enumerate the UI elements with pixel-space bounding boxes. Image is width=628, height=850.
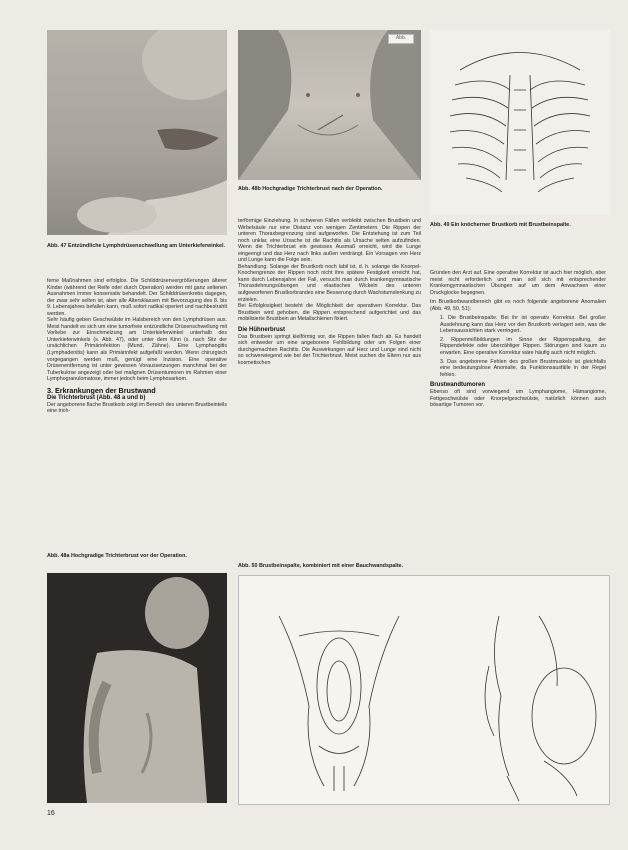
photo-fig48a-child [47, 573, 227, 803]
middle-text-column [238, 218, 421, 366]
photo-fig47-face [47, 30, 227, 235]
middle-paragraph-1: terförmige Einziehung. In schweren Fällen verbleibt zwischen Brustbein und Wirbelsäule nur eine Distanz von wenigen Zentimetern. Die Rippen der unteren Thoraxbegrenzung sind aufgeworfen. Die Entstehung ist zum Teil noch unklar, eine Ursache ist die Rachitis als Ursache selten aufzufinden. Wenn die Trichterbrust ein gewisses Ausmaß erreicht, wird die Lunge eingeengt und das Herz nach links außen verdrängt. Ein Vorsagen von Herz und Lunge kann die Folge sein. [238, 218, 421, 264]
right-paragraph-2: Im Brustkorbwandbereich gibt es noch folgende angeborene Anomalien (Abb. 49, 50, 51): [430, 299, 606, 312]
chest-illustration [238, 30, 421, 180]
right-text-column [430, 270, 606, 409]
caption-fig49: Abb. 49 Ein knöcherner Brustkorb mit Brustbeinspalte. [430, 222, 571, 228]
page-number: 16 [47, 810, 55, 817]
middle-paragraph-3: Bei Erfolglosigkeit besteht die Möglichkeit der operativen Korrektur. Das Brustbein wird gehoben, die Rippen entsprechend aufgerichtet und das mobilisierte Brustbein an Metallschienen fixiert. [238, 303, 421, 323]
caption-fig48b: Abb. 48b Hochgradige Trichterbrust nach der Operation. [238, 186, 383, 192]
left-text-column [47, 278, 227, 415]
list-item: 3. Das angeborene Fehlen des großen Brustmuskels ist gleichfalls eine bedeutungslose Anomalie, da Funktionsausfälle in der Regel fehlen. [440, 358, 606, 378]
ribcage-illustration [430, 30, 610, 215]
subheading-huehnerbrust: Die Hühnerbrust [238, 326, 286, 333]
caption-fig48a: Abb. 48a Hochgradige Trichterbrust vor der Operation. [47, 553, 187, 559]
face-illustration [47, 30, 227, 235]
bauchwandspalte-illustration [239, 576, 609, 804]
right-paragraph-1: Gründen den Arzt auf. Eine operative Korrektur ist auch hier möglich, aber meist nicht erforderlich und man soll sich mit entsprechender Krankengymnastischen Übungen auf um dem Anwachsen einer Druckglocke begegnen. [430, 270, 606, 296]
drawing-fig49-ribcage [430, 30, 610, 215]
anomaly-list [430, 315, 606, 378]
left-paragraph-1: ferne Maßnahmen sind erfolglos. Die Schilddrüsenvergrößerungen älterer Kinder (während der Reife oder durch Operation) werden mit ganz seltenen Ausnahmen immer konservativ behandelt. Der Schilddrüsenkrebs dagegen, der zwar sehr selten ist, aber alle Altersklassen mit Bevorzugung des 8. bis 9. Lebensjahres befallen kann, muß sofort radikal operiert und nachbestrahlt werden. [47, 278, 227, 317]
middle-paragraph-4: Das Brustbein springt kielförmig vor, die Rippen fallen flach ab. Es handelt sich entweder um eine angeborene Fehlbildung oder um Folgen einer durchgemachten Rachitis. Die Auswirkungen auf Herz und Lunge sind nicht so schwerwiegend wie bei der Trichterbrust. Meist suchen die Eltern nur aus kosmetischen [238, 333, 421, 366]
list-item: 2. Rippenmißbildungen im Sinne der Rippenspaltung, der Rippendefekte oder überzähliger Rippen. Störungen sind kaum zu erwarten. Eine operative Korrektur wäre häufig auch nicht möglich. [440, 336, 606, 357]
left-paragraph-2: Sehr häufig geben Geschwülste im Halsbereich von den Lymphdrüsen aus. Meist handelt es sich um eine tumorfreie entzündliche Drüsenschwellung mit Vorliebe zur Einschmelzung am Unterkieferwinkel unterhalb des Unterkieferwinkels (s. Abb. 47), oder unter dem Kinn (s. nach Sitz der ursächlichen Primärinfektion (Mund, Zähne). Eine Lymphangitis (Lymphadenitis) kann als Primärinfekt aufgefaßt werden. Wenn chirurgisch vorgegangen werden muß, genügt eine Inzision. Eine operative Drüsenentfernung ist unter gewissen Voraussetzungen manchmal bei der Tuberkulose angezeigt oder bei malignen Drüsentumoren im Rahmen einer Lymphogranulomatose, immer jedoch beim Lymphosarkom. [47, 317, 227, 383]
caption-fig50: Abb. 50 Brustbeinspalte, kombiniert mit einer Bauchwandspalte. [238, 563, 404, 569]
subheading-brustwandtumoren: Brustwandtumoren [430, 382, 486, 389]
list-item: 1. Die Brustbeinspalte. Bei ihr ist operativ Korrektur. Bei großer Ausdehnung kann das Herz vor den Brustkorb verlagert sein, was die Lebensaussichten stark verringert. [440, 315, 606, 335]
left-paragraph-3: Der angeborene flache Brustkorb zeigt im Bereich des unteren Brustbeinteils eine trich- [47, 401, 227, 415]
subheading-trichterbrust: Die Trichterbrust (Abb. 48 a und b) [47, 394, 146, 401]
right-paragraph-3: Ebenso oft sind vorwiegend um Lymphangiome, Hämangiome, Fettgeschwülste oder Knorpelgeschwülste, natürlich können auch bösartige Tumoren vor. [430, 389, 606, 409]
drawing-fig50-spalte [238, 575, 610, 805]
photo-fig48b-chest [238, 30, 421, 180]
caption-fig47: Abb. 47 Entzündliche Lymphdrüsenschwellung am Unterkieferwinkel. [47, 243, 226, 249]
figure-label-tag: Abb. [388, 34, 414, 44]
section-heading: 3. Erkrankungen der Brustwand [47, 385, 156, 395]
middle-paragraph-2: Behandlung: Solange der Brustkorb noch labil ist, d. h. solange die Knorpel-Knochengrenze der Rippen noch nicht ihre spätere Festigkeit erreicht hat, kann durch Lebensjahre der Fall, versucht man durch krankengymnastische Thoraxdehnungsübungen und elastisches Wickeln des unteren aufgeworfenen Brustkorbrandes eine Besserung durch Wachstumslenkung zu erzielen. [238, 263, 421, 303]
child-illustration [47, 573, 227, 803]
